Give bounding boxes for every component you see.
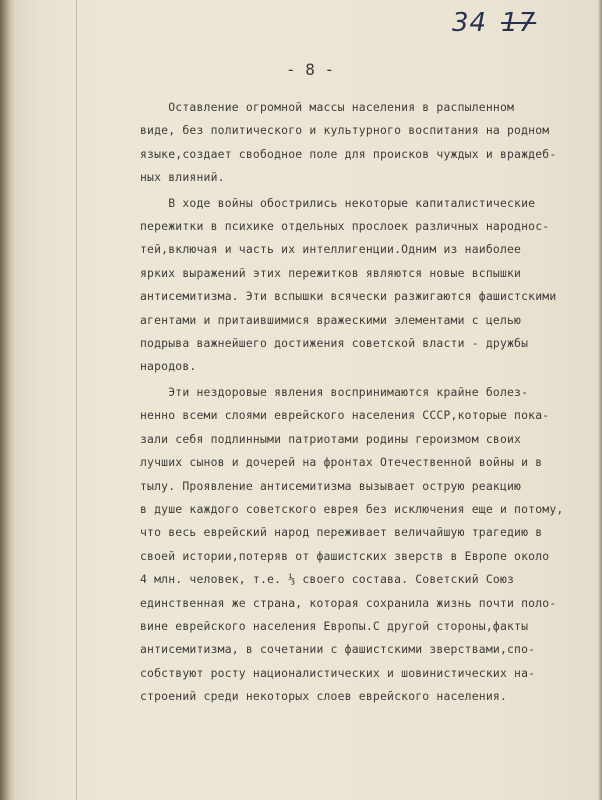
text-line: лучших сынов и дочерей на фронтах Отечественной войны и в: [140, 455, 543, 470]
text-line: собствуют росту националистических и шовинистических на-: [140, 665, 536, 680]
text-line: Оставление огромной массы населения в распыленном: [140, 100, 515, 114]
text-line: что весь еврейский народ переживает величайшую трагедию в: [140, 525, 543, 540]
page-fold-line: [76, 0, 77, 800]
text-line: зали себя подлинными патриотами родины героизмом своих: [140, 431, 522, 446]
text-line: виде, без политического и культурного воспитания на родном: [140, 123, 550, 138]
text-line: строений среди некоторых слоев еврейского населения.: [140, 689, 508, 704]
text-line: народов.: [140, 359, 197, 374]
text-line: тылу. Проявление антисемитизма вызывает острую реакцию: [140, 478, 522, 493]
text-line: агентами и притаившимися вражескими элементами с целью: [140, 312, 522, 327]
archival-folio-number: [452, 8, 536, 38]
text-line: ненно всеми слоями еврейского населения СССР,которые пока-: [140, 408, 550, 423]
text-line: Эти нездоровые явления воспринимаются крайне болез-: [140, 384, 529, 399]
typewritten-body: [140, 96, 596, 709]
page-binding-edge: [0, 0, 14, 800]
text-line: единственная же страна, которая сохранила жизнь почти поло-: [140, 595, 557, 610]
text-line: тей,включая и часть их интеллигенции.Одним из наиболее: [140, 242, 522, 257]
text-line: подрыва важнейшего достижения советской власти - дружбы: [140, 336, 529, 351]
text-line: антисемитизма. Эти вспышки всячески разжигаются фашистскими: [140, 289, 557, 304]
text-line: пережитки в психике отдельных прослоек различных народнос-: [140, 219, 550, 234]
text-line: В ходе войны обострились некоторые капиталистические: [140, 195, 536, 210]
text-line: вине еврейского населения Европы.С другой стороны,факты: [140, 618, 529, 633]
text-line: в душе каждого советского еврея без исключения еще и потому,: [140, 501, 564, 516]
folio-current: 34: [452, 8, 488, 38]
text-line: своей истории,потеряв от фашистских зверств в Европе около: [140, 548, 550, 563]
text-line: 4 млн. человек, т.е. ⅓ своего состава. Советский Союз: [140, 572, 515, 587]
text-line: языке,создает свободное поле для происков чуждых и враждеб-: [140, 146, 557, 161]
folio-struck-out: 17: [501, 8, 537, 38]
text-line: антисемитизма, в сочетании с фашистскими зверствами,спо-: [140, 642, 536, 657]
page-number: - 8 -: [286, 60, 335, 79]
page-right-edge: [598, 0, 602, 800]
text-line: ярких выражений этих пережитков являются новые вспышки: [140, 265, 522, 280]
text-line: ных влияний.: [140, 170, 225, 185]
